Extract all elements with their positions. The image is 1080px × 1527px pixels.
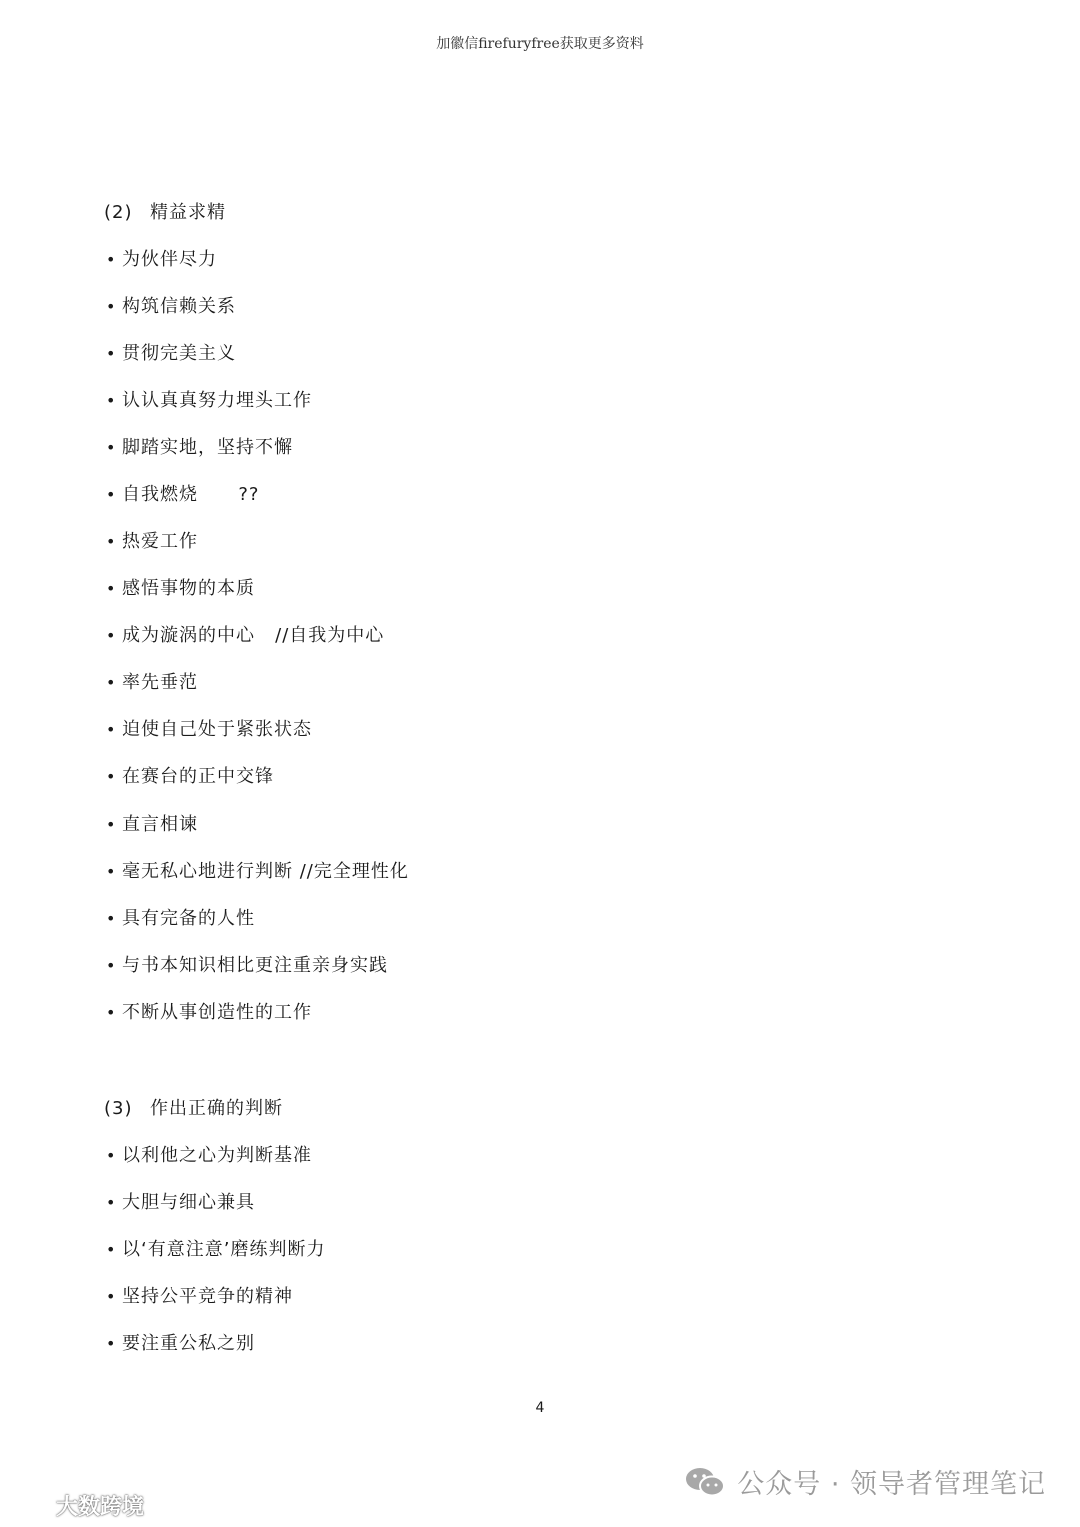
list-item: • 为伙伴尽力 xyxy=(106,249,217,270)
bullet-icon: • xyxy=(106,297,117,316)
wechat-icon xyxy=(683,1464,727,1500)
bullet-icon: • xyxy=(106,250,117,269)
section-heading xyxy=(104,198,226,224)
brand-watermark xyxy=(8,1490,144,1521)
list-item: • 毫无私心地进行判断 //完全理性化 xyxy=(106,861,409,882)
bullet-icon: • xyxy=(106,532,117,551)
bullet-icon: • xyxy=(106,1240,117,1259)
list-item: • 大胆与细心兼具 xyxy=(106,1192,255,1213)
list-item: • 构筑信赖关系 xyxy=(106,296,236,317)
bullet-icon: • xyxy=(106,815,117,834)
bullet-icon: • xyxy=(106,485,117,504)
bullet-icon: • xyxy=(106,956,117,975)
list-item: • 与书本知识相比更注重亲身实践 xyxy=(106,955,388,976)
list-item: • 脚踏实地，坚持不懈 xyxy=(106,437,293,458)
list-item: • 在赛台的正中交锋 xyxy=(106,766,274,787)
section-title: 作出正确的判断 xyxy=(150,1098,283,1119)
bullet-icon: • xyxy=(106,626,117,645)
bullet-icon: • xyxy=(106,1287,117,1306)
section-number: (3) xyxy=(104,1098,133,1119)
bullet-icon: • xyxy=(106,391,117,410)
list-item: • 热爱工作 xyxy=(106,531,198,552)
bullet-icon: • xyxy=(106,1193,117,1212)
wechat-watermark xyxy=(683,1462,1046,1501)
brand-logo-icon xyxy=(8,1493,52,1519)
watermark-brand-text: 大数跨境 xyxy=(56,1495,145,1520)
list-item: • 率先垂范 xyxy=(106,672,198,693)
bullet-icon: • xyxy=(106,862,117,881)
list-item: • 认认真真努力埋头工作 xyxy=(106,390,312,411)
bullet-icon: • xyxy=(106,767,117,786)
bullet-icon: • xyxy=(106,909,117,928)
page-header: 加徽信firefuryfree获取更多资料 xyxy=(436,36,644,52)
list-item: • 直言相谏 xyxy=(106,814,198,835)
bullet-icon: • xyxy=(106,1146,117,1165)
section-title: 精益求精 xyxy=(150,202,226,223)
section-number: (2) xyxy=(104,202,133,223)
bullet-icon: • xyxy=(106,1334,117,1353)
bullet-icon: • xyxy=(106,673,117,692)
list-item: • 以利他之心为判断基准 xyxy=(106,1145,312,1166)
bullet-icon: • xyxy=(106,1003,117,1022)
list-item: • 坚持公平竞争的精神 xyxy=(106,1286,293,1307)
list-item: • 以‘有意注意’磨练判断力 xyxy=(106,1239,326,1260)
bullet-icon: • xyxy=(106,438,117,457)
section-heading xyxy=(104,1094,283,1120)
page-number: 4 xyxy=(535,1400,545,1416)
watermark-text: 公众号 · 领导者管理笔记 xyxy=(737,1469,1046,1500)
list-item: • 贯彻完美主义 xyxy=(106,343,236,364)
list-item: • 迫使自己处于紧张状态 xyxy=(106,719,312,740)
list-item: • 不断从事创造性的工作 xyxy=(106,1002,312,1023)
list-item: • 自我燃烧 ?? xyxy=(106,484,260,505)
list-item: • 具有完备的人性 xyxy=(106,908,255,929)
list-item: • 成为漩涡的中心 //自我为中心 xyxy=(106,625,385,646)
bullet-icon: • xyxy=(106,720,117,739)
bullet-icon: • xyxy=(106,344,117,363)
list-item: • 感悟事物的本质 xyxy=(106,578,255,599)
list-item: • 要注重公私之别 xyxy=(106,1333,255,1354)
bullet-icon: • xyxy=(106,579,117,598)
